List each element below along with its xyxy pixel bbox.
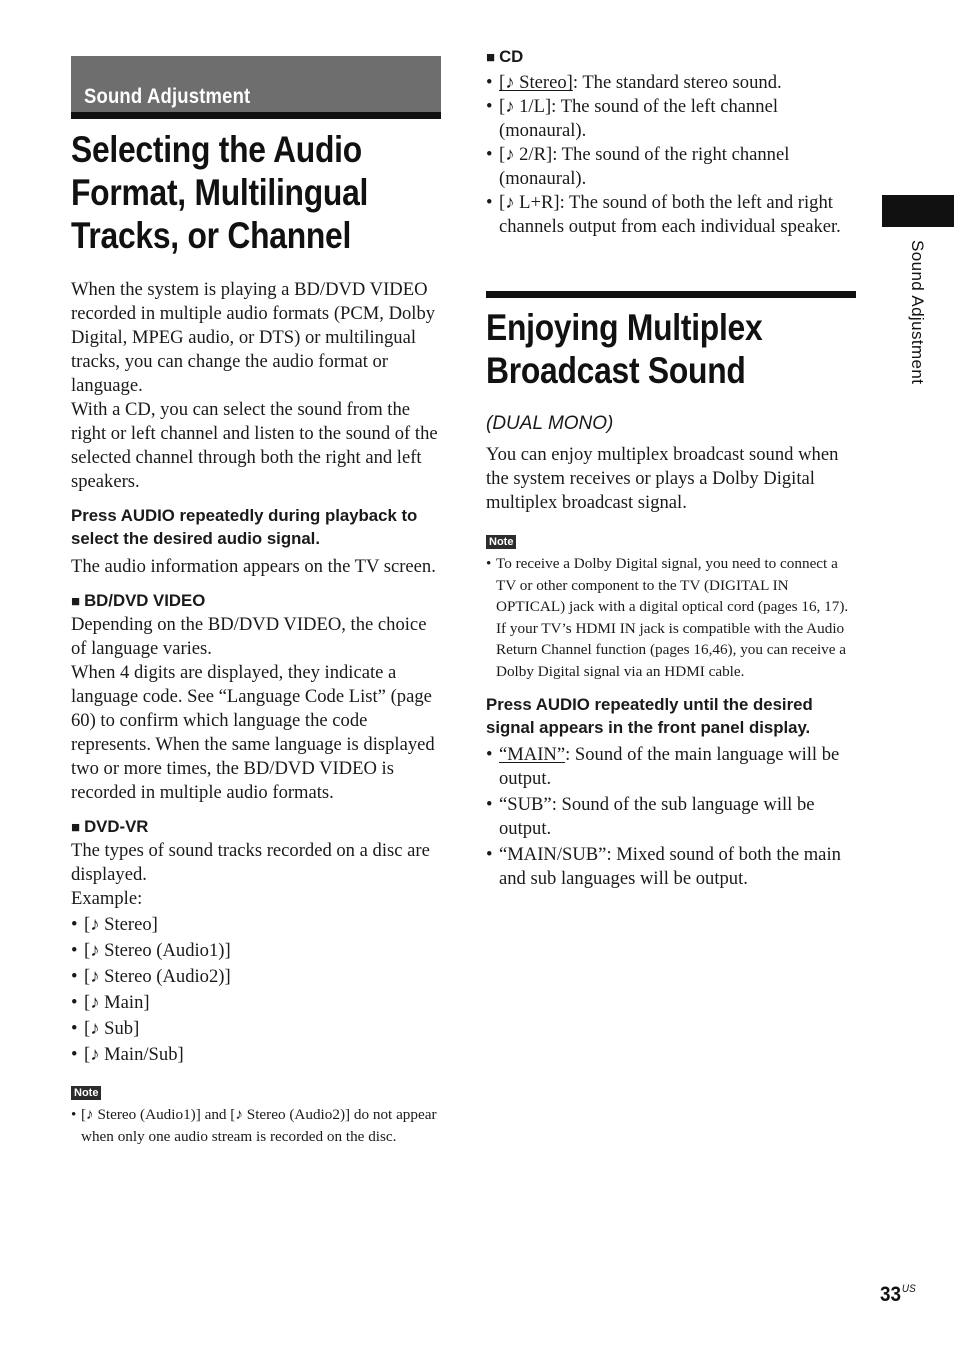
instruction-step: Press AUDIO repeatedly during playback to select the desired audio signal. <box>71 506 418 548</box>
note-block <box>486 532 858 683</box>
note-block <box>71 1083 441 1147</box>
option-name: [♪ L+R] <box>499 192 560 213</box>
section-header-label: Sound Adjustment <box>84 85 251 108</box>
list-item <box>486 793 858 841</box>
option-name: [♪ 1/L] <box>499 96 552 117</box>
title-line: Tracks, or Channel <box>71 215 352 256</box>
square-bullet-icon: ■ <box>486 49 496 66</box>
list-item: • [♪ Stereo] <box>71 913 441 937</box>
title-line: Selecting the Audio <box>71 129 362 170</box>
note-badge: Note <box>71 1086 101 1100</box>
list-item <box>486 95 858 143</box>
page-number-value: 33 <box>880 1283 902 1306</box>
section-title <box>486 306 857 392</box>
side-tab-marker <box>882 195 954 227</box>
intro-paragraph: When the system is playing a BD/DVD VIDEO recorded in multiple audio formats (PCM, Dolby Digital, MPEG audio, or DTS) or multilingual tracks, you can change the audio format or language. <box>71 279 436 396</box>
list-item <box>486 143 858 191</box>
instruction-step: Press AUDIO repeatedly until the desired signal appears in the front panel display. <box>486 694 813 737</box>
page-title <box>71 128 440 257</box>
option-desc: : The sound of the left channel (monaural). <box>499 96 779 141</box>
list-item: • [♪ Stereo (Audio1)] <box>71 939 441 963</box>
note-list <box>486 553 858 683</box>
list-item: • [♪ Stereo (Audio2)] <box>71 965 441 989</box>
instruction-result: The audio information appears on the TV screen. <box>71 556 436 577</box>
bd-dvd-heading <box>71 590 441 613</box>
bd-dvd-text: Depending on the BD/DVD VIDEO, the choice of language varies. <box>71 614 427 659</box>
title-rule <box>486 291 856 298</box>
note-badge: Note <box>486 535 516 549</box>
option-desc: : The sound of both the left and right channels output from each individual speaker. <box>499 192 841 237</box>
title-line: Broadcast Sound <box>486 350 746 391</box>
list-item <box>486 843 858 891</box>
square-bullet-icon: ■ <box>71 819 81 836</box>
dvd-vr-text: Example: <box>71 888 143 909</box>
option-name: “SUB” <box>499 793 552 815</box>
note-list <box>71 1104 441 1147</box>
option-desc: : Sound of the main language will be output. <box>499 743 840 789</box>
option-name: [♪ Stereo] <box>499 72 573 93</box>
title-line: Format, Multilingual <box>71 172 369 213</box>
intro-paragraph: With a CD, you can select the sound from the right or left channel and listen to the sound of the selected channel through both the right and left speakers. <box>71 399 438 492</box>
dvd-vr-heading-label: DVD-VR <box>84 817 149 836</box>
note-item: • To receive a Dolby Digital signal, you need to connect a TV or other component to the TV (DIGITAL IN OPTICAL) jack with a digital optical cord (pages 16, 17). If your TV’s HDMI IN jack is compatible with the Audio Return Channel function (pages 16,46), you can receive a Dolby Digital signal via an HDMI cable. <box>486 553 858 683</box>
dvd-vr-heading <box>71 816 441 839</box>
option-name: “MAIN/SUB” <box>499 843 607 865</box>
option-desc: : The sound of the right channel (monaural). <box>499 144 790 189</box>
square-bullet-icon: ■ <box>71 593 81 610</box>
dvd-vr-text: The types of sound tracks recorded on a disc are displayed. <box>71 840 430 885</box>
option-desc: : The standard stereo sound. <box>572 72 782 93</box>
list-item <box>486 71 858 95</box>
title-line: Enjoying Multiplex <box>486 307 763 348</box>
dual-mono-option-list <box>486 743 858 891</box>
bd-dvd-text: When 4 digits are displayed, they indicate a language code. See “Language Code List” (page 60) to confirm which language the code represents. When the same language is displayed two or more times, the BD/DVD VIDEO is recorded in multiple audio formats. <box>71 662 435 803</box>
option-desc: : Sound of the sub language will be output. <box>499 793 815 839</box>
left-column <box>71 56 441 1147</box>
cd-option-list <box>486 71 858 239</box>
list-item: • [♪ Sub] <box>71 1017 441 1041</box>
option-name: [♪ 2/R] <box>499 144 553 165</box>
option-desc: : Mixed sound of both the main and sub languages will be output. <box>499 843 841 889</box>
cd-heading-label: CD <box>499 47 524 66</box>
page-number <box>880 1283 916 1307</box>
list-item: • [♪ Main/Sub] <box>71 1043 441 1067</box>
section-subtitle: (DUAL MONO) <box>486 413 614 434</box>
side-tab-label: Sound Adjustment <box>908 240 927 385</box>
list-item: • [♪ Main] <box>71 991 441 1015</box>
intro-paragraph: You can enjoy multiplex broadcast sound when the system receives or plays a Dolby Digital multiplex broadcast signal. <box>486 444 839 513</box>
list-item <box>486 743 858 791</box>
option-name: “MAIN” <box>499 743 566 765</box>
note-item: • [♪ Stereo (Audio1)] and [♪ Stereo (Audio2)] do not appear when only one audio stream is recorded on the disc. <box>71 1104 441 1147</box>
cd-heading <box>486 46 858 69</box>
list-item <box>486 191 858 239</box>
page-number-suffix: US <box>901 1283 916 1295</box>
dvd-vr-example-list <box>71 913 441 1067</box>
right-column <box>486 46 858 893</box>
section-header-bar <box>71 56 441 119</box>
bd-dvd-heading-label: BD/DVD VIDEO <box>84 591 206 610</box>
